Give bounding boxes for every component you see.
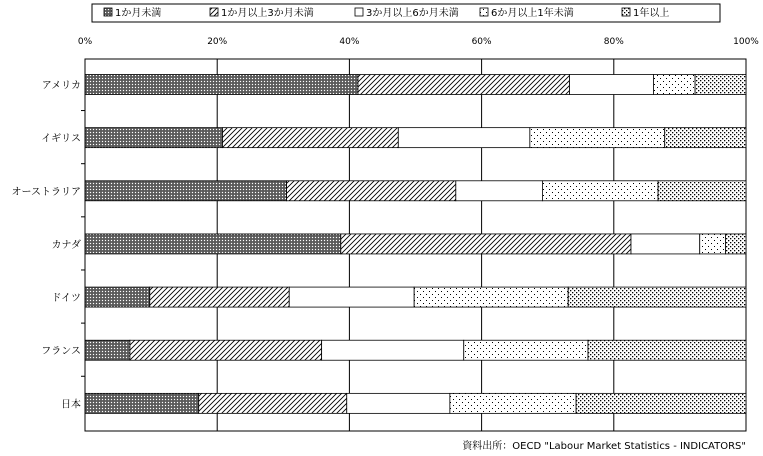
- category-label: ドイツ: [51, 293, 81, 305]
- bar-segment: [576, 393, 746, 413]
- bar-segment: [150, 287, 289, 307]
- bar-segment: [85, 340, 130, 360]
- category-label: フランス: [41, 346, 81, 358]
- legend-swatch: [622, 8, 630, 16]
- category-label: イギリス: [41, 133, 81, 145]
- legend-label: 6か月以上1年未満: [491, 8, 574, 19]
- legend-swatch: [355, 8, 363, 16]
- bar-segment: [347, 393, 450, 413]
- x-tick-label: 40%: [339, 37, 360, 47]
- x-tick-label: 100%: [733, 37, 759, 47]
- bar-segment: [456, 181, 543, 201]
- legend-swatch: [480, 8, 488, 16]
- bar-segment: [85, 181, 287, 201]
- bar-segment: [85, 75, 358, 95]
- category-label: カナダ: [51, 239, 81, 251]
- bar-segment: [450, 393, 576, 413]
- bar-segment: [222, 128, 398, 148]
- bar-segment: [85, 287, 150, 307]
- bar-segment: [199, 393, 347, 413]
- x-tick-label: 80%: [603, 37, 624, 47]
- bar-segment: [358, 75, 570, 95]
- bar-segment: [130, 340, 322, 360]
- category-label: オーストラリア: [11, 186, 81, 198]
- category-label: 日本: [61, 399, 81, 411]
- bar-segment: [665, 128, 746, 148]
- legend-label: 1年以上: [633, 8, 670, 19]
- bar-segment: [530, 128, 665, 148]
- bar-segment: [341, 234, 631, 254]
- legend-swatch: [210, 8, 218, 16]
- category-labels: [12, 80, 82, 411]
- category-label: アメリカ: [41, 80, 81, 92]
- bar-segment: [570, 75, 654, 95]
- bar-segment: [322, 340, 464, 360]
- bar-segment: [542, 181, 658, 201]
- bar-segment: [85, 128, 222, 148]
- bar-segment: [414, 287, 568, 307]
- x-tick-label: 60%: [471, 37, 492, 47]
- x-tick-label: 0%: [77, 37, 93, 47]
- source-note: 資料出所：OECD "Labour Market Statistics - INDICATORS": [462, 441, 746, 452]
- bar-segment: [398, 128, 530, 148]
- bar-segment: [695, 75, 746, 95]
- bar-segment: [85, 393, 199, 413]
- bar-segment: [287, 181, 456, 201]
- bar-segment: [289, 287, 414, 307]
- x-axis-ticks: [78, 37, 759, 47]
- x-tick-label: 20%: [207, 37, 228, 47]
- bar-segment: [726, 234, 746, 254]
- legend-label: 1か月以上3か月未満: [221, 8, 314, 19]
- legend-label: 3か月以上6か月未満: [366, 8, 459, 19]
- chart-legend: [92, 4, 720, 22]
- bar-segment: [700, 234, 726, 254]
- bar-segment: [568, 287, 746, 307]
- bar-segment: [631, 234, 700, 254]
- bar-segment: [653, 75, 695, 95]
- legend-swatch: [104, 8, 112, 16]
- bar-segment: [658, 181, 746, 201]
- bar-segment: [588, 340, 746, 360]
- bar-segment: [464, 340, 588, 360]
- bar-segment: [85, 234, 341, 254]
- legend-label: 1か月未満: [115, 8, 162, 19]
